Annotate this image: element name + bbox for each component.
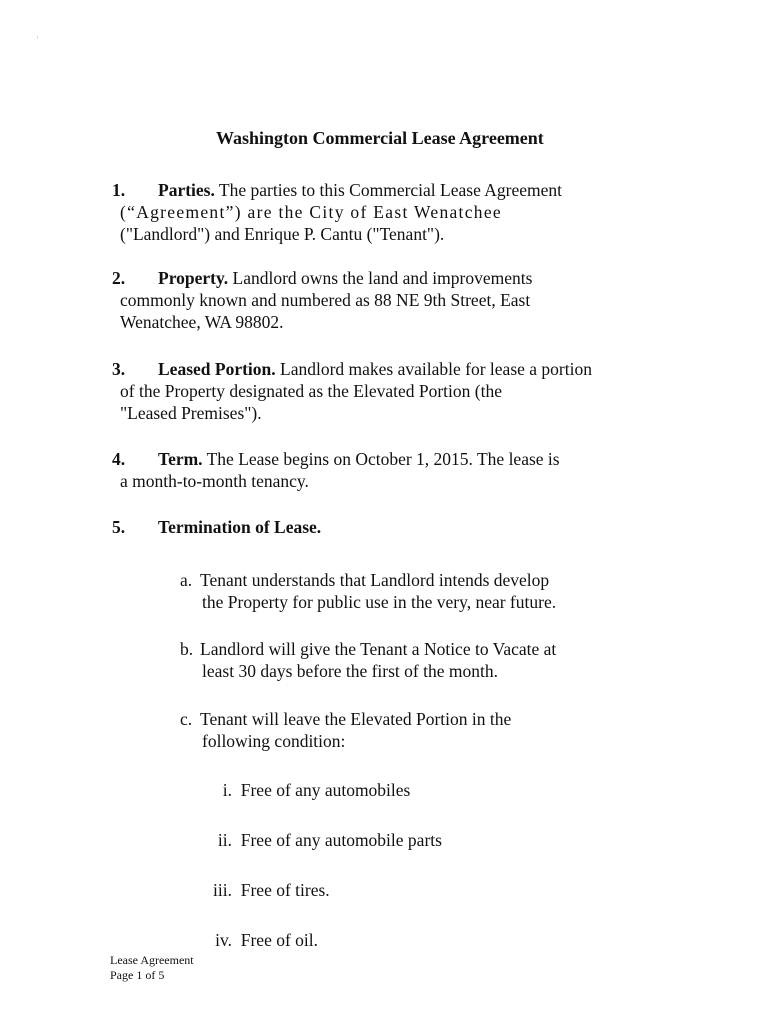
item-marker: c. [180,709,193,729]
item-marker: iii. [213,880,232,900]
section-heading: Leased Portion. [158,359,276,379]
scan-artifact [37,36,38,39]
section-text: Wenatchee, WA 98802. [120,312,284,332]
section-text: The parties to this Commercial Lease Agreement [214,180,562,200]
item-text: following condition: [202,731,346,751]
item-text: Free of tires. [240,880,330,900]
section-number: 2. [112,268,126,288]
section-heading: Term. [158,449,203,469]
section-term [112,448,672,492]
section-text: "Leased Premises"). [120,403,262,423]
item-text: Free of oil. [240,930,319,950]
condition-item-iv [202,929,318,951]
section-number: 5. [112,517,126,537]
section-number: 4. [112,449,126,469]
footer-doc-name: Lease Agreement [110,953,194,967]
section-heading: Termination of Lease. [158,517,322,537]
page-footer [110,953,194,983]
section-number: 1. [112,180,126,200]
section-parties [112,179,672,245]
item-marker: b. [180,639,194,659]
condition-item-i [202,779,410,801]
termination-item-b [180,638,556,682]
section-heading: Parties. [158,180,215,200]
item-marker: iv. [215,930,232,950]
section-heading: Property. [158,268,229,288]
section-text: of the Property designated as the Elevated Portion (the [120,381,502,401]
section-text: a month-to-month tenancy. [120,471,309,491]
item-text: least 30 days before the first of the month. [202,661,498,681]
item-text: Free of any automobiles [240,780,411,800]
item-marker: ii. [217,830,232,850]
item-text: Tenant understands that Landlord intends develop [200,570,550,590]
footer-page-number: Page 1 of 5 [110,968,165,982]
section-text: commonly known and numbered as 88 NE 9th Street, East [120,290,531,310]
item-text: Free of any automobile parts [240,830,442,850]
section-termination [112,516,672,538]
termination-item-c [180,708,511,752]
item-text: Landlord will give the Tenant a Notice to Vacate at [200,639,557,659]
section-text: Landlord makes available for lease a portion [275,359,592,379]
section-text: The Lease begins on October 1, 2015. The lease is [202,449,560,469]
item-marker: i. [222,780,232,800]
section-text: Landlord owns the land and improvements [228,268,533,288]
section-number: 3. [112,359,126,379]
section-text: ("Landlord") and Enrique P. Cantu ("Tenant"). [120,224,445,244]
condition-item-ii [202,829,442,851]
section-property [112,267,672,333]
section-leased-portion [112,358,672,424]
item-text: Tenant will leave the Elevated Portion in the [200,709,512,729]
condition-item-iii [202,879,330,901]
section-text: (“Agreement”) are the City of East Wenatchee [120,202,502,222]
item-text: the Property for public use in the very, near future. [202,592,557,612]
document-title: Washington Commercial Lease Agreement [216,128,544,148]
termination-item-a [180,569,556,613]
item-marker: a. [180,570,193,590]
